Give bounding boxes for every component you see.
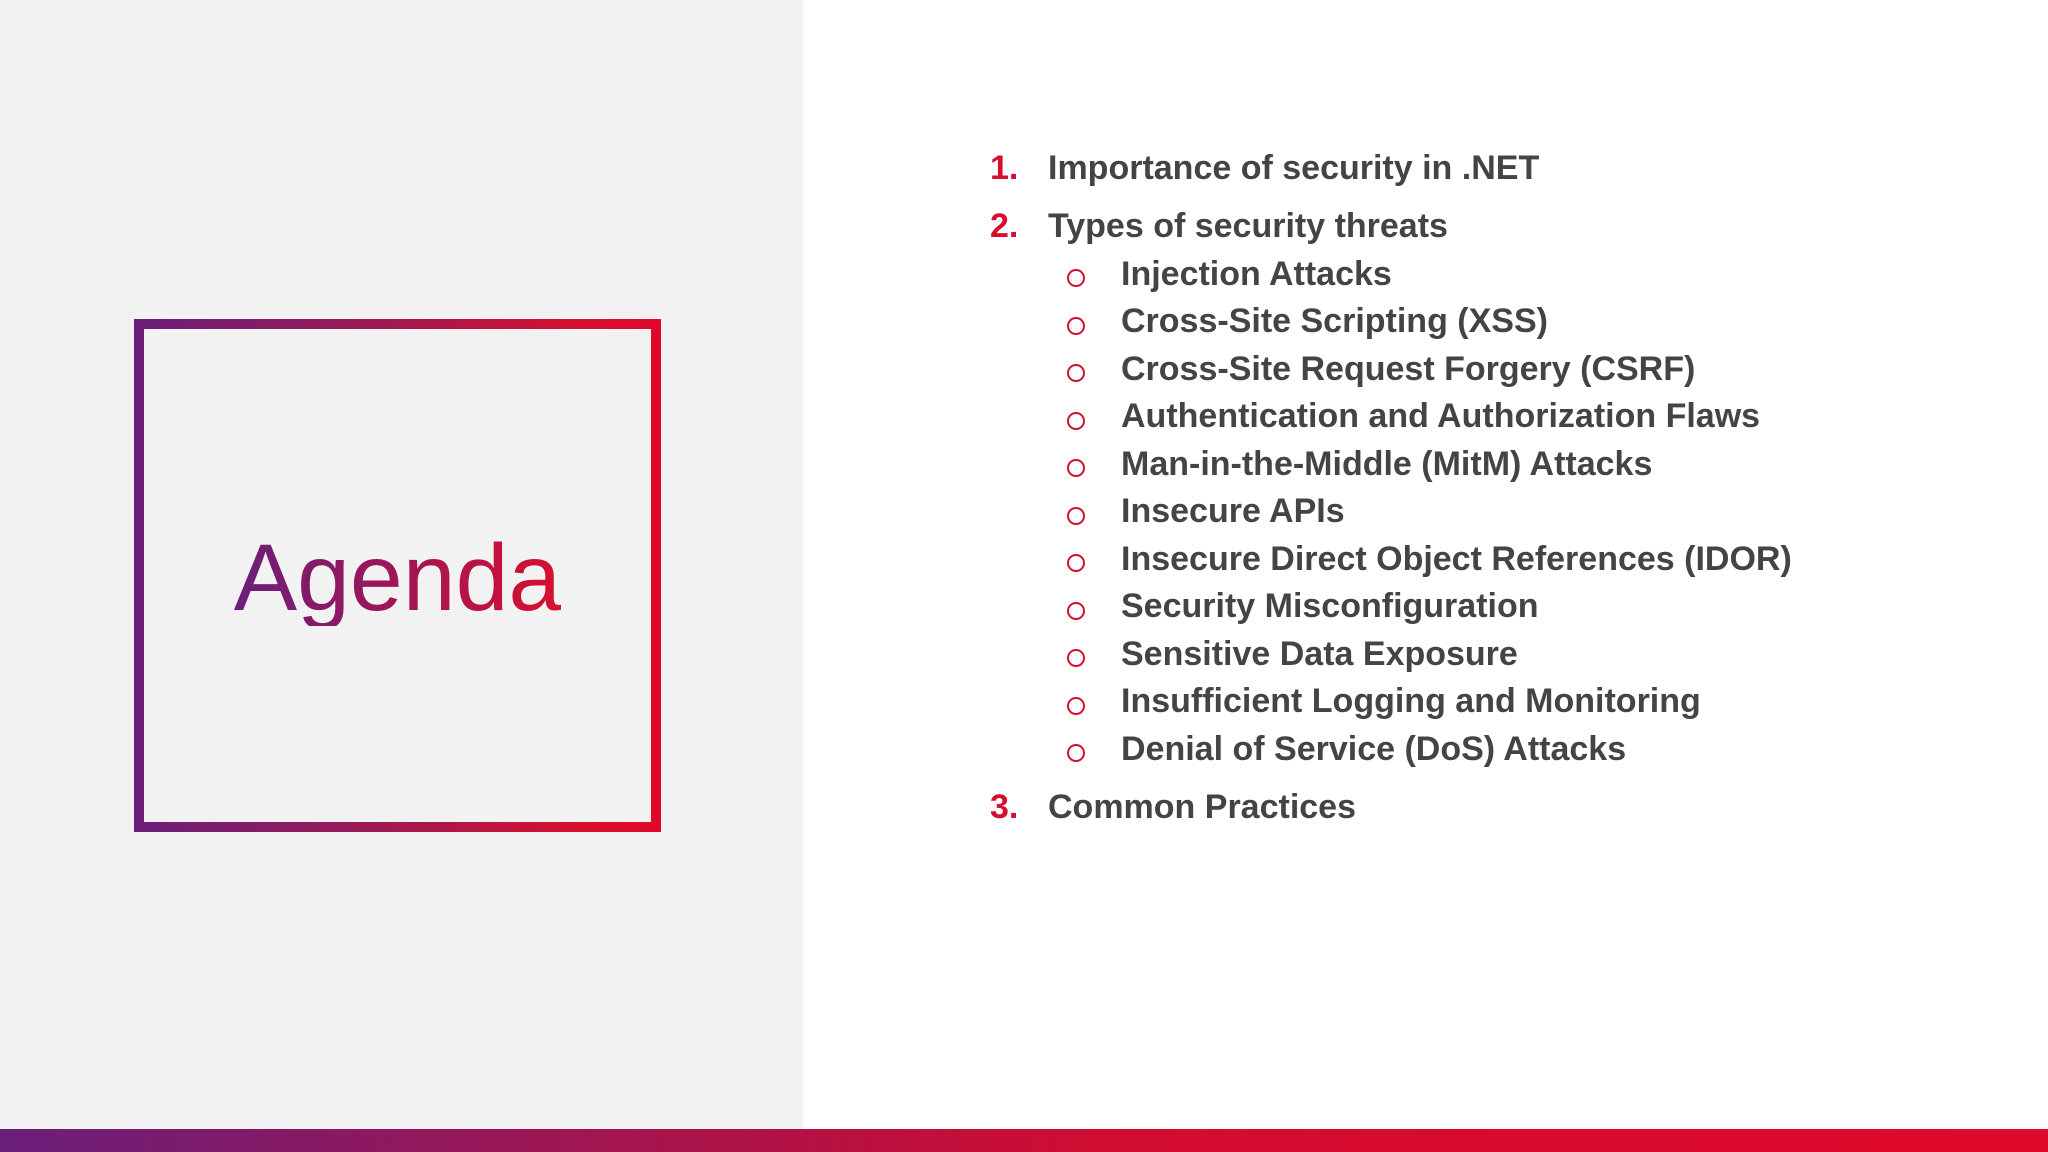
hollow-circle-icon: [1067, 317, 1085, 335]
title-frame: [134, 319, 661, 832]
agenda-item-number: 3.: [990, 787, 1019, 826]
bottom-gradient-bar: [0, 1129, 2048, 1152]
hollow-circle-icon: [1067, 412, 1085, 430]
agenda-subitem: [1067, 300, 1548, 344]
agenda-item-number: 1.: [990, 148, 1019, 187]
agenda-subitem-label: Security Misconfiguration: [1121, 587, 1539, 625]
hollow-circle-icon: [1067, 269, 1085, 287]
agenda-item-label: Importance of security in .NET: [1048, 148, 1540, 187]
agenda-subitem: [1067, 680, 1701, 724]
agenda-subitem: [1067, 395, 1760, 439]
agenda-subitem: [1067, 442, 1652, 486]
agenda-subitem-label: Insecure APIs: [1121, 492, 1345, 530]
agenda-subitem-label: Authentication and Authorization Flaws: [1121, 397, 1761, 435]
agenda-item-number: 2.: [990, 206, 1019, 245]
hollow-circle-icon: [1067, 602, 1085, 620]
agenda-subitem: [1067, 727, 1626, 771]
agenda-item-3: [990, 785, 1356, 829]
agenda-subitem: [1067, 490, 1345, 534]
agenda-subitem: [1067, 252, 1392, 296]
hollow-circle-icon: [1067, 364, 1085, 382]
slide-title: Agenda: [233, 525, 562, 631]
title-panel: [0, 0, 803, 1129]
agenda-item-label: Types of security threats: [1048, 206, 1448, 245]
title-frame-inner: [144, 329, 651, 822]
hollow-circle-icon: [1067, 459, 1085, 477]
agenda-subitem-label: Cross-Site Scripting (XSS): [1121, 302, 1548, 340]
agenda-item-1: [990, 146, 1539, 190]
agenda-subitem-label: Sensitive Data Exposure: [1121, 634, 1518, 673]
agenda-subitem-label: Insecure Direct Object References (IDOR): [1121, 539, 1792, 578]
agenda-item-label: Common Practices: [1048, 787, 1356, 826]
hollow-circle-icon: [1067, 744, 1085, 762]
agenda-subitem: [1067, 537, 1792, 581]
agenda-subitem: [1067, 632, 1518, 676]
agenda-subitem-label: Denial of Service (DoS) Attacks: [1121, 729, 1627, 768]
agenda-subitem-label: Insufficient Logging and Monitoring: [1121, 682, 1701, 720]
agenda-subitem-label: Man-in-the-Middle (MitM) Attacks: [1121, 444, 1653, 483]
agenda-subitem: [1067, 347, 1695, 391]
hollow-circle-icon: [1067, 507, 1085, 525]
agenda-subitem: [1067, 585, 1539, 629]
hollow-circle-icon: [1067, 697, 1085, 715]
hollow-circle-icon: [1067, 554, 1085, 572]
hollow-circle-icon: [1067, 649, 1085, 667]
agenda-subitem-label: Injection Attacks: [1121, 254, 1392, 293]
agenda-item-2: [990, 204, 1448, 248]
agenda-subitem-label: Cross-Site Request Forgery (CSRF): [1121, 349, 1696, 388]
